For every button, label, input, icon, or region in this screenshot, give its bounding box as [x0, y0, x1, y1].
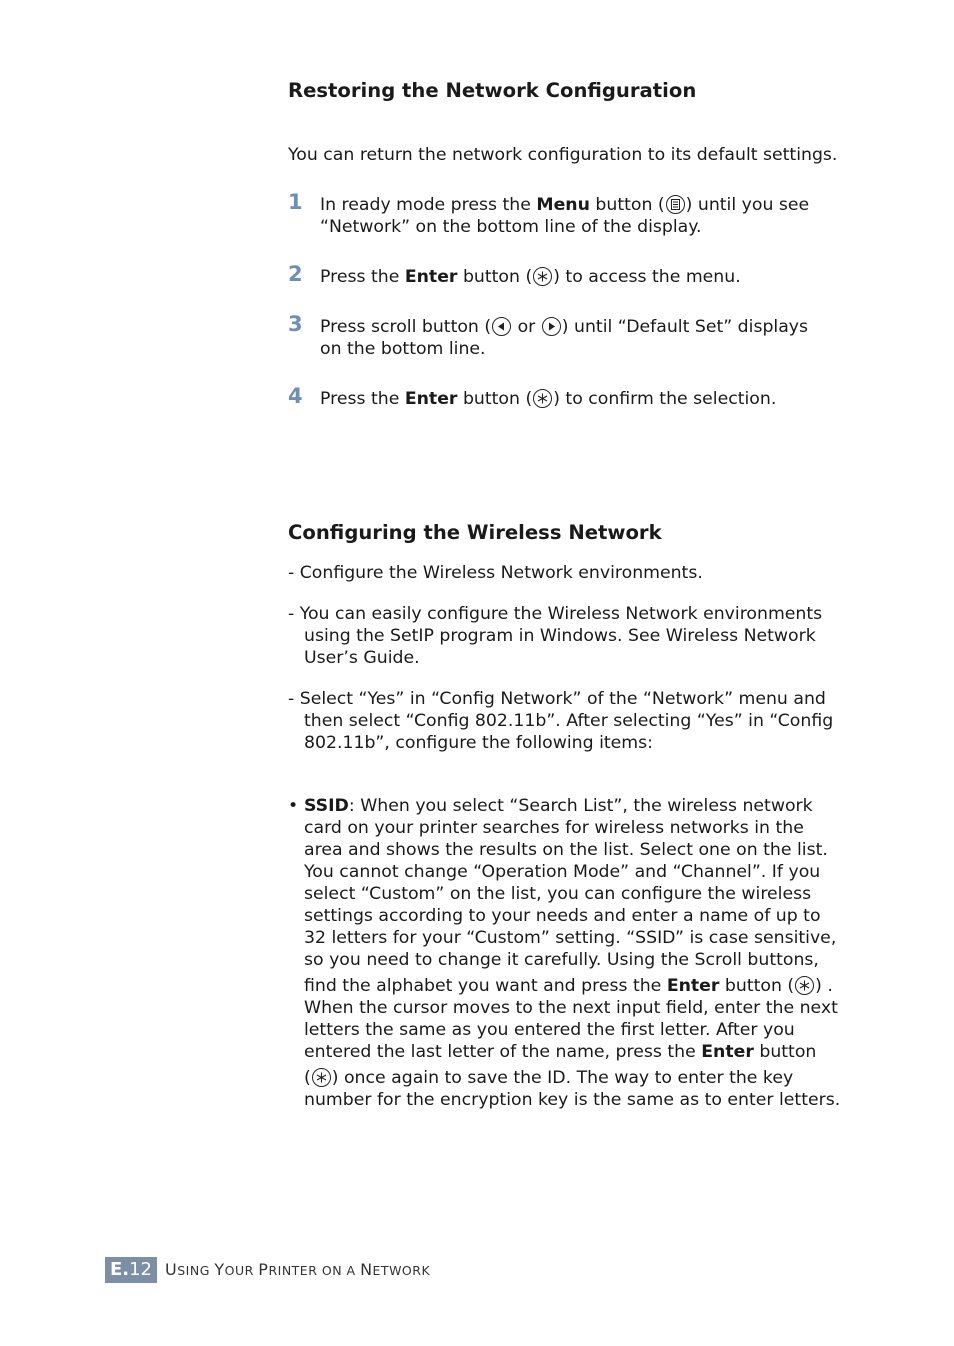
step-text: Press the Enter button ( ) to confirm the selection.: [320, 389, 777, 409]
wireless-note-3: - Select “Yes” in “Config Network” of the “Network” menu and then select “Config 802.11b”. After selecting “Yes” in “Config 802.11b”, configure the following items:: [288, 689, 834, 753]
ssid-description: SSID: When you select “Search List”, the wireless network card on your printer searches for wireless networks in the area and shows the results on the list. Select one on the list. You cannot change “Operation Mode” and “Channel”. If you select “Custom” on the list, you can configure the wireless settings according to your needs and enter a name of up to 32 letters for your “Custom” setting. “SSID” is case sensitive, so you need to change it carefully. Using the Scroll buttons, find the alphabet you want and press the Enter button ( ) . When the cursor moves to the next input field, enter the next letters the same as you entered the first letter. After you entered the last letter of the name, press the Enter button ( ) once again to save the ID. The way to enter the key number for the encryption key is the same as to enter letters.: [304, 796, 841, 1110]
enter-button-icon: [533, 389, 552, 408]
step-text: Press the Enter button ( ) to access the menu.: [320, 267, 741, 287]
section-heading-restoring: Restoring the Network Configuration: [288, 79, 697, 102]
restore-intro: You can return the network configuration to its default settings.: [288, 145, 838, 165]
step-number: 2: [288, 262, 303, 286]
step-number: 4: [288, 384, 303, 408]
wireless-note-1: - Configure the Wireless Network environments.: [288, 563, 703, 583]
enter-button-icon: [533, 267, 552, 286]
step-number: 1: [288, 190, 303, 214]
menu-button-icon: [666, 195, 685, 214]
enter-button-icon: [795, 976, 814, 995]
page-number-badge: E.12: [105, 1257, 157, 1283]
step-number: 3: [288, 312, 303, 336]
chapter-title: USING YOUR PRINTER ON A NETWORK: [165, 1260, 431, 1279]
scroll-right-icon: [542, 317, 561, 336]
step-text: Press scroll button ( or ) until “Default Set” displays on the bottom line.: [320, 317, 809, 359]
wireless-note-2: - You can easily configure the Wireless Network environments using the SetIP program in Windows. See Wireless Network User’s Guide.: [288, 604, 823, 668]
bullet-mark: •: [288, 796, 299, 816]
section-heading-wireless: Configuring the Wireless Network: [288, 521, 662, 544]
ssid-term: SSID: [304, 796, 349, 816]
enter-button-icon: [312, 1068, 331, 1087]
step-text: In ready mode press the Menu button ( ) until you see “Network” on the bottom line of the display.: [320, 195, 810, 237]
scroll-left-icon: [492, 317, 511, 336]
